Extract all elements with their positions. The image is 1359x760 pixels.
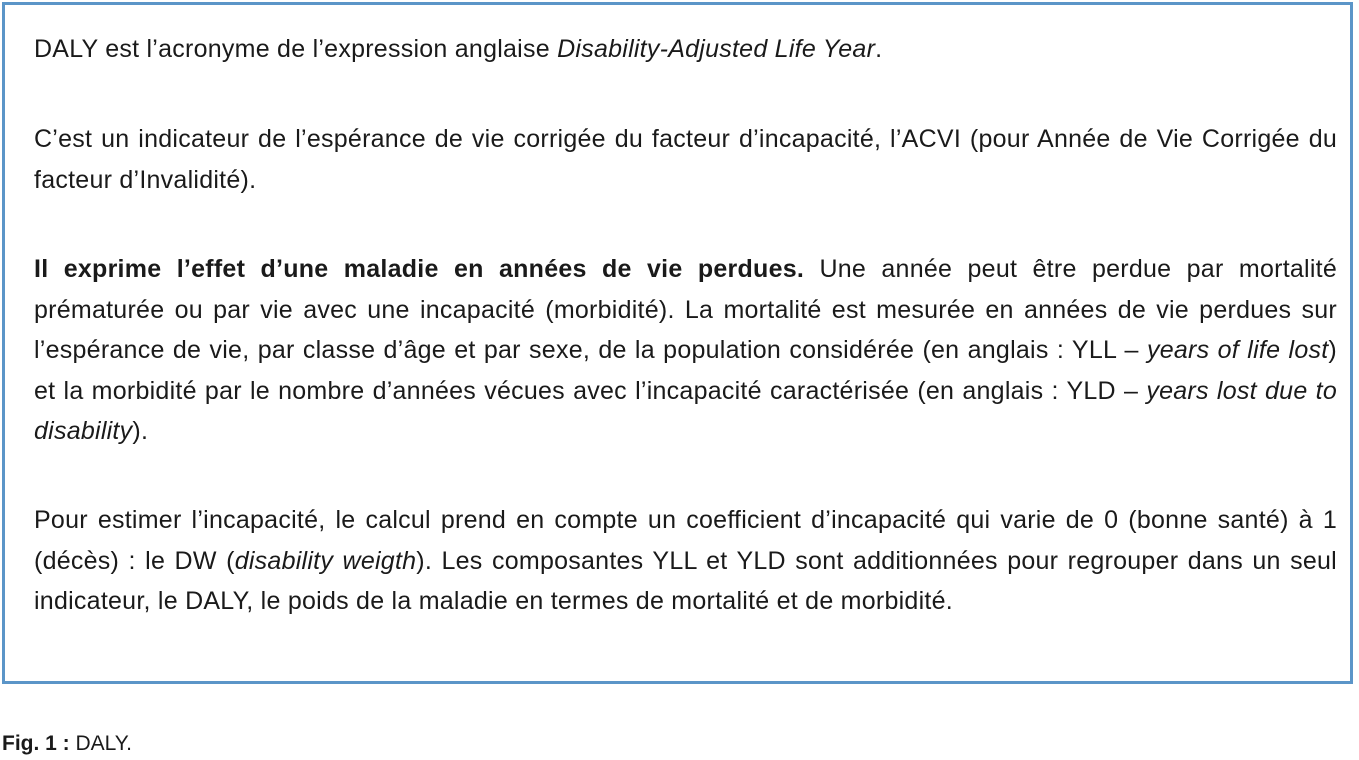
paragraph-acronym-text: DALY est l’acronyme de l’expression anglaise [34, 35, 558, 63]
paragraph-estimate [34, 500, 1337, 622]
paragraph-effect-text-3: ). [132, 417, 149, 445]
definition-box [2, 2, 1353, 684]
paragraph-estimate-text-2: ). Les composantes YLL et YLD sont additionnées pour regrouper dans un seul indicateur, le DALY, le poids de la maladie en termes de mortalité et de morbidité. [34, 546, 1337, 615]
paragraph-effect-italic-1: years of life lost [1146, 336, 1329, 364]
figure-caption-label: Fig. 1 : [2, 732, 70, 755]
figure-caption [2, 730, 132, 758]
paragraph-effect-bold: Il exprime l’effet d’une maladie en années de vie perdues. [34, 255, 805, 283]
paragraph-effect-text-2: ) et la morbidité par le nombre d’années vécues avec l’incapacité caractérisée (en anglais : YLD – [34, 336, 1337, 405]
paragraph-acronym-end: . [875, 35, 883, 63]
paragraph-estimate-text-1: Pour estimer l’incapacité, le calcul prend en compte un coefficient d’incapacité qui varie de 0 (bonne santé) à 1 (décès) : le DW ( [34, 506, 1337, 575]
paragraph-effect-text-1: Une année peut être perdue par mortalité prématurée ou par vie avec une incapacité (morbidité). La mortalité est mesurée en années de vie perdues sur l’espérance de vie, par classe d’âge et par sexe, de la population considérée (en anglais : YLL – [34, 255, 1337, 364]
paragraph-effect-italic-2: years lost due to disability [34, 376, 1337, 445]
paragraph-acronym-italic: Disability-Adjusted Life Year [557, 35, 876, 63]
paragraph-effect [34, 249, 1337, 452]
paragraph-indicator [34, 119, 1337, 200]
paragraph-indicator-text: C’est un indicateur de l’espérance de vie corrigée du facteur d’incapacité, l’ACVI (pour Année de Vie Corrigée du facteur d’Invalidité). [34, 125, 1337, 194]
paragraph-estimate-italic: disability weigth [234, 546, 417, 575]
paragraph-acronym [34, 29, 1337, 70]
figure-caption-text: DALY. [69, 732, 132, 755]
